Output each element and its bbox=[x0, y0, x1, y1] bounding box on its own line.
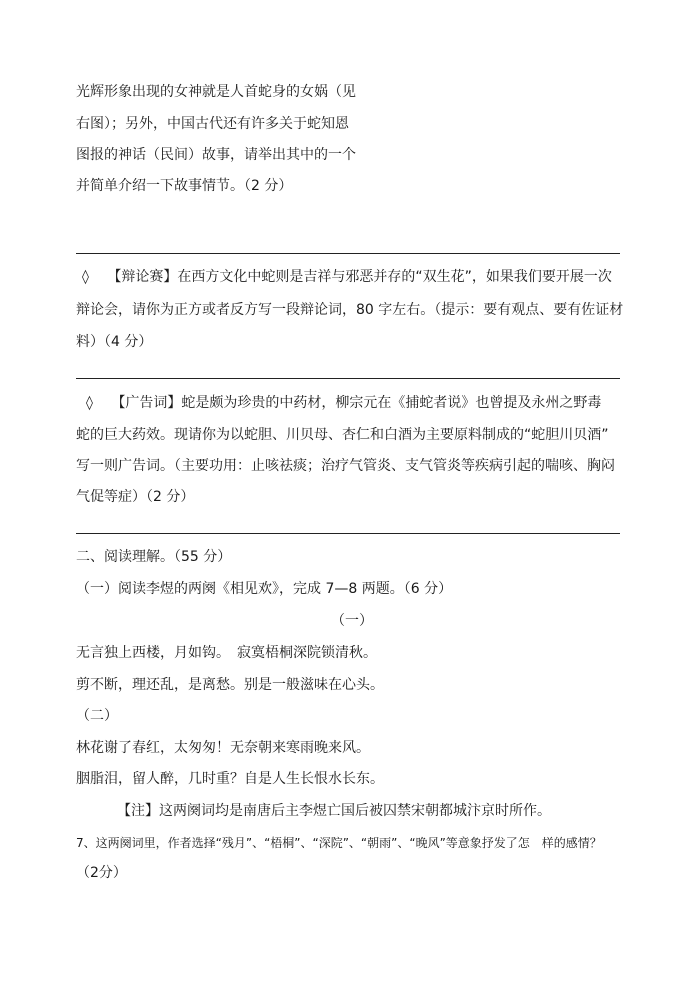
answer-line bbox=[76, 533, 620, 534]
text-line: 光辉形象出现的女神就是人首蛇身的女娲（见 bbox=[76, 84, 356, 100]
poem-label: （二） bbox=[76, 708, 118, 724]
section-heading: 二、阅读理解。（55 分） bbox=[76, 549, 232, 565]
text-line: 右图）；另外，中国古代还有许多关于蛇知恩 bbox=[76, 116, 349, 132]
poem-line: 无言独上西楼，月如钩。 寂寞梧桐深院锁清秋。 bbox=[76, 645, 377, 661]
text-line: 蛇的巨大药效。现请你为以蛇胆、川贝母、杏仁和白酒为主要原料制成的“蛇胆川贝酒” bbox=[76, 427, 609, 443]
question-7-score: （2分） bbox=[76, 865, 127, 881]
subsection-heading: （一）阅读李煜的两阕《相见欢》，完成 7—8 两题。（6 分） bbox=[76, 581, 453, 597]
poem-label: （一） bbox=[331, 613, 373, 629]
poem-line: 林花谢了春红，太匆匆！无奈朝来寒雨晚来风。 bbox=[76, 740, 370, 756]
answer-line bbox=[76, 378, 620, 379]
question-7: 7、这两阕词里，作者选择“残月”、“梧桐”、“深院”、“朝雨”、“晚风”等意象抒发了怎 样的感情？ bbox=[76, 836, 602, 850]
text-line: ◊ 【广告词】蛇是颇为珍贵的中药材，柳宗元在《捕蛇者说》也曾提及永州之野毒 bbox=[86, 395, 602, 411]
text-line: 料）（4 分） bbox=[76, 334, 153, 350]
text-line: 辩论会，请你为正方或者反方写一段辩论词，80 字左右。（提示：要有观点、要有佐证材 bbox=[76, 302, 624, 318]
poem-line: 剪不断，理还乱，是离愁。别是一般滋味在心头。 bbox=[76, 677, 384, 693]
text-line: 图报的神话（民间）故事，请举出其中的一个 bbox=[76, 147, 356, 163]
answer-line bbox=[76, 253, 620, 254]
annotation-note: 【注】这两阕词均是南唐后主李煜亡国后被囚禁宋朝都城汴京时所作。 bbox=[117, 803, 551, 819]
text-line: 并简单介绍一下故事情节。（2 分） bbox=[76, 178, 293, 194]
poem-line: 胭脂泪，留人醉，几时重？自是人生长恨水长东。 bbox=[76, 771, 384, 787]
text-line: 气促等症）（2 分） bbox=[76, 489, 195, 505]
text-line: 写一则广告词。（主要功用：止咳祛痰；治疗气管炎、支气管炎等疾病引起的喘咳、胸闷 bbox=[76, 458, 615, 474]
text-line: ◊ 【辩论赛】在西方文化中蛇则是吉祥与邪恶并存的“双生花”，如果我们要开展一次 bbox=[82, 269, 612, 285]
